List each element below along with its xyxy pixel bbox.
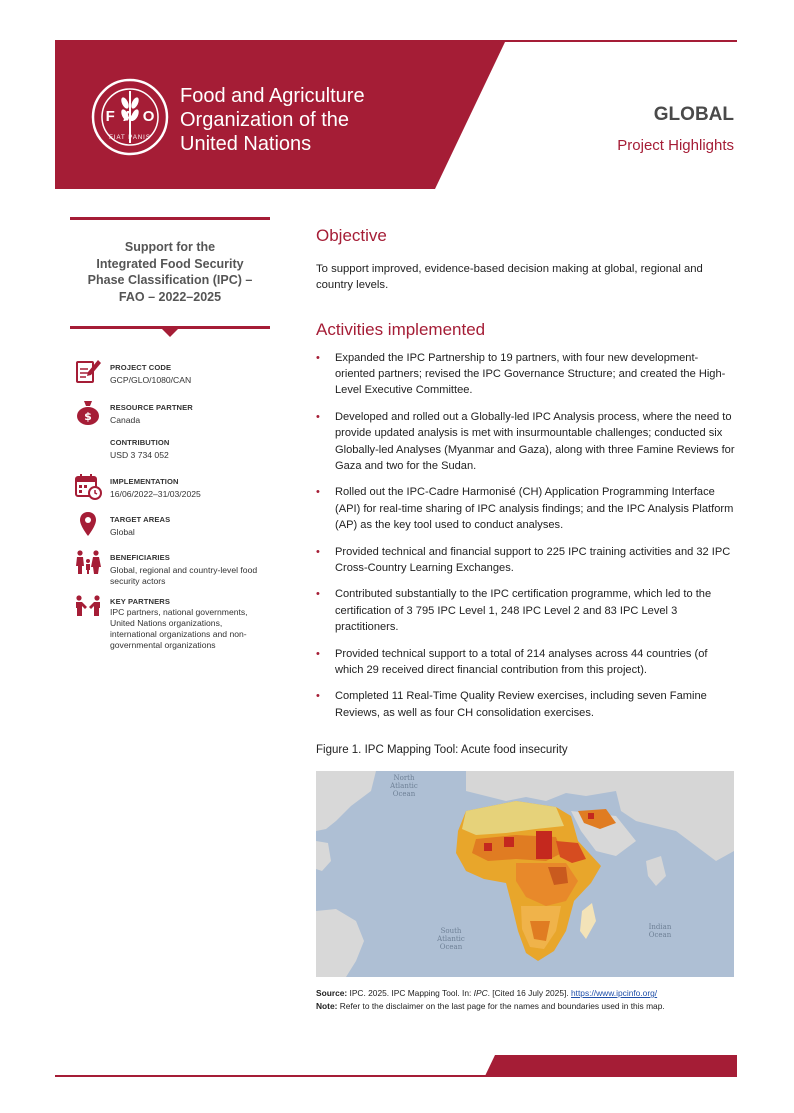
list-item [316, 484, 736, 533]
key-partners: IPC partners, national governments, United Nations organizations, international organizations and non-governmental organizations [110, 607, 248, 650]
document-type: Project Highlights [617, 137, 734, 154]
project-title-line: Support for the [124, 240, 216, 254]
document-edit-icon [74, 356, 102, 384]
logo-motto: FIAT PANIS [109, 135, 151, 141]
north-atlantic-label-1: North [393, 774, 415, 782]
list-item [316, 646, 736, 678]
activity-text: Completed 11 Real-Time Quality Review exercises, including seven Famine Reviews, as well as four CH consolidation exercises. [335, 690, 707, 719]
objective-text: To support improved, evidence-based decision making at global, regional and country levels. [316, 263, 703, 291]
bullet: • [316, 690, 320, 703]
north-atlantic-label-3: Ocean [392, 790, 416, 798]
target-areas: Global [110, 527, 135, 537]
contribution-amount: USD 3 734 052 [110, 450, 169, 460]
activity-text: Developed and rolled out a Globally-led IPC Analysis process, where the need to provide updated analysis is met with insurmountable challenges; conducted six Globally-led Analyses (Myanmar and Gaza), along with three Famine Reviews for Gaza and two for the Sudan. [335, 411, 735, 472]
source-text-b: . [Cited 16 July 2025]. [487, 988, 571, 998]
source-in: IPC [473, 988, 488, 998]
resource-partner: Canada [110, 415, 141, 425]
activity-text: Provided technical and financial support to 225 IPC training activities and 32 IPC Cross-Country Learning Exchanges. [335, 545, 731, 574]
activity-text: Rolled out the IPC-Cadre Harmonisé (CH) Application Programming Interface (API) for real-time sharing of IPC analysis findings; and the IPC Analysis Platform (AP) as the key tool used to conduct analyses. [335, 486, 734, 531]
project-title [70, 239, 270, 305]
org-name-line-3: United Nations [180, 133, 312, 155]
activities-heading: Activities implemented [316, 320, 486, 339]
implementation-period: 16/06/2022–31/03/2025 [110, 489, 201, 499]
activity-text: Expanded the IPC Partnership to 19 partners, with four new development-oriented partners; revised the IPC Governance Structure; and created the High-Level Executive Committee. [335, 352, 726, 397]
south-atlantic-label-3: Ocean [439, 943, 463, 951]
source-line [316, 987, 736, 1000]
logo-letters: FAO [105, 108, 164, 125]
beneficiaries-label: BENEFICIARIES [110, 553, 170, 562]
south-atlantic-label-1: South [440, 927, 462, 935]
beneficiaries: Global, regional and country-level food security actors [110, 565, 258, 586]
svg-text:$: $ [84, 410, 92, 423]
project-title-block [70, 217, 270, 329]
region-title: GLOBAL [653, 104, 734, 125]
title-pointer [162, 329, 178, 337]
figure-source-note [316, 987, 736, 1013]
project-title-line: Phase Classification (IPC) – [87, 273, 253, 287]
list-item [316, 586, 736, 635]
org-name-line-2: Organization of the [180, 109, 349, 131]
list-item [316, 350, 736, 399]
south-atlantic-label-2: Atlantic [437, 935, 465, 943]
project-title-line: Integrated Food Security [96, 256, 244, 271]
activity-text: Contributed substantially to the IPC certification programme, which led to the certification of 3 795 IPC Level 1, 248 IPC Level 2 and 83 IPC Level 3 practitioners. [335, 588, 712, 633]
footer-rule [55, 1075, 737, 1077]
bullet: • [316, 588, 320, 601]
money-bag-icon [74, 398, 102, 426]
organization-name [180, 84, 490, 156]
indian-ocean-label-2: Ocean [648, 931, 672, 939]
project-title-line: FAO – 2022–2025 [118, 289, 222, 304]
note-label: Note: [316, 1001, 338, 1011]
activity-text: Provided technical support to a total of 214 analyses across 44 countries (of which 29 received direct financial contribution from this project). [335, 647, 708, 676]
fao-logo [90, 77, 170, 157]
title-top-rule [70, 217, 270, 220]
bullet: • [316, 411, 320, 424]
contribution-label: CONTRIBUTION [110, 438, 170, 447]
calendar-clock-icon [74, 472, 102, 500]
list-item [316, 409, 736, 474]
key-partners-label: KEY PARTNERS [110, 597, 170, 606]
project-code: GCP/GLO/1080/CAN [110, 375, 192, 385]
note-text: Refer to the disclaimer on the last page for the names and boundaries used in this map. [337, 1001, 665, 1011]
indian-ocean-label-1: Indian [648, 923, 672, 931]
bullet: • [316, 352, 320, 364]
figure-caption: Figure 1. IPC Mapping Tool: Acute food insecurity [316, 744, 568, 756]
bullet: • [316, 545, 320, 558]
ipc-map-image [316, 771, 734, 977]
family-icon [74, 548, 102, 576]
source-text: IPC. 2025. IPC Mapping Tool. In: [347, 988, 474, 998]
list-item [316, 544, 736, 576]
activities-list [316, 350, 736, 731]
source-link[interactable]: https://www.ipcinfo.org/ [570, 988, 658, 998]
map-pin-icon [74, 510, 102, 538]
footer-band [485, 1055, 737, 1076]
target-areas-label: TARGET AREAS [110, 515, 171, 524]
objective-heading: Objective [316, 226, 387, 245]
resource-partner-label: RESOURCE PARTNER [110, 403, 193, 412]
list-item [316, 688, 736, 720]
bullet: • [316, 486, 320, 499]
org-name-line-1: Food and Agriculture [180, 85, 365, 107]
source-label: Source: [316, 988, 348, 998]
project-code-label: PROJECT CODE [110, 363, 172, 372]
implementation-label: IMPLEMENTATION [110, 477, 179, 486]
bullet: • [316, 647, 320, 660]
partners-handshake-icon [74, 592, 102, 620]
note-line [316, 1000, 736, 1013]
north-atlantic-label-2: Atlantic [390, 782, 418, 790]
